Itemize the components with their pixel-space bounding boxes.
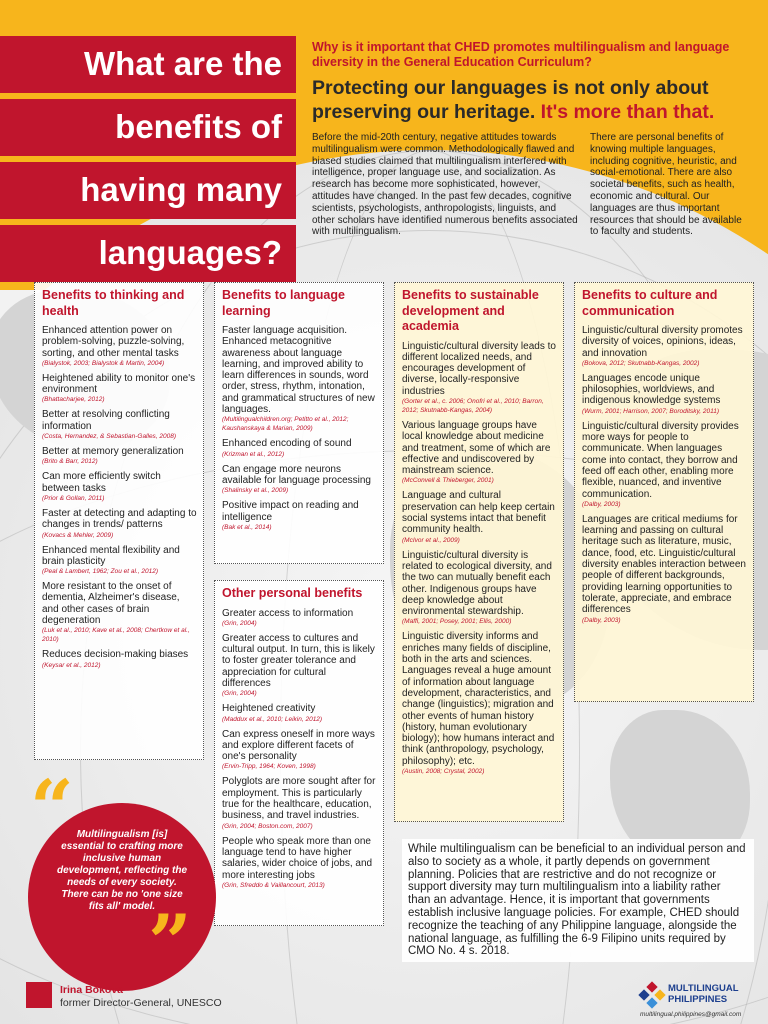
author-marker xyxy=(26,982,52,1008)
item-text: Languages are critical mediums for learning and passing on cultural heritage such as literature, music, dance, food, etc. Linguistic/cultural diversity enables interaction between people of different backgrounds, providing learning opportunities to tolerate, appreciate, and embrace differences xyxy=(582,513,746,616)
multilingual-philippines-logo xyxy=(640,980,764,1020)
item-citation: (Costa, Hernandez, & Sebastian-Galles, 2008) xyxy=(42,433,177,441)
item-text: Heightened creativity xyxy=(222,703,316,715)
headline-accent: It's more than that. xyxy=(540,101,715,123)
item-text: Enhanced mental flexibility and brain plasticity xyxy=(42,544,180,567)
item-citation: (Peal & Lambert, 1962; Zou et al., 2012) xyxy=(42,568,158,576)
item-text: Greater access to information xyxy=(222,607,354,619)
item-citation: (Gorter et al., c. 2006; Onofri et al., 2010; Barron, 2012; Skutnabb-Kangas, 2004) xyxy=(402,397,544,414)
item-citation: (Luk et al., 2010; Kave et al., 2008; Chertkow et al., 2010) xyxy=(42,627,190,644)
box-culture-communication xyxy=(574,282,754,702)
list-item xyxy=(402,341,557,415)
diamond-cluster-icon xyxy=(640,983,664,1007)
list-item xyxy=(42,446,197,466)
item-citation: (Brito & Barr, 2012) xyxy=(42,458,98,466)
item-citation: (Bialystok, 2003; Bialystok & Martin, 2004) xyxy=(42,359,165,367)
item-citation: (Keysar et al., 2012) xyxy=(42,661,101,669)
title-line: having many xyxy=(0,162,296,219)
quote-author-title: former Director-General, UNESCO xyxy=(60,997,222,1009)
item-text: Can express oneself in more ways and explore different facets of one's personality xyxy=(222,728,375,763)
contact-email: multilingual.philippines@gmail.com xyxy=(640,1011,742,1018)
item-text: Enhanced encoding of sound xyxy=(222,438,352,450)
list-item xyxy=(222,325,377,433)
box-other-personal xyxy=(214,580,384,926)
list-item xyxy=(42,471,197,503)
intro-paragraph-right: There are personal benefits of knowing multiple languages, including cognitive, heuristic, and social-emotional. There are also societal benefits, such as health, economic and cultural. Our languages are thus important resources that should be available to faculty and students. xyxy=(590,132,742,238)
item-text: Faster language acquisition. Enhanced metacognitive awareness about language learning, and improved ability to learn differences in sounds, word order, stress, rhythm, intonation, and grammatical structures of new languages. xyxy=(222,325,375,416)
title-line: languages? xyxy=(0,225,296,282)
box-title: Benefits to language learning xyxy=(222,288,345,318)
item-text: Linguistic/cultural diversity leads to different localized needs, and encourages development of diverse, locally-responsive industries xyxy=(402,340,556,397)
list-item xyxy=(42,581,197,644)
item-citation: (Grin, 2004) xyxy=(222,690,257,698)
item-text: Linguistic diversity informs and enriches many fields of discipline, both in the arts and sciences. Languages reveal a huge amount of information about language development, characteristics, and change (linguistics); migration and other events of human history (history, human evolutionary biology); how humans interact and think (anthropology, psychology, philosophy); etc. xyxy=(402,631,555,767)
item-citation: (Maddux et al., 2010; Leikin, 2012) xyxy=(222,715,323,723)
box-thinking-health xyxy=(34,282,204,760)
item-text: Polyglots are more sought after for employment. This is particularly true for the healthcare, education, business, and travel industries. xyxy=(222,776,376,822)
logo-line: PHILIPPINES xyxy=(668,994,728,1005)
item-citation: (Krizman et al., 2012) xyxy=(222,450,285,458)
quote-text: Multilingualism [is] essential to crafting more inclusive human development, reflecting the needs of every society. There can be no 'one size fits all' model. xyxy=(56,829,188,912)
logo-line: MULTILINGUAL xyxy=(668,983,739,994)
item-citation: (Austin, 2008; Crystal, 2002) xyxy=(402,768,485,775)
list-item xyxy=(42,649,197,669)
list-item xyxy=(582,514,747,625)
list-item xyxy=(222,438,377,458)
item-text: Better at resolving conflicting information xyxy=(42,409,170,432)
list-item xyxy=(42,508,197,540)
list-item xyxy=(222,608,377,628)
item-citation: (McConvell & Thieberger, 2001) xyxy=(402,477,494,485)
item-citation: (Bhattacharjee, 2012) xyxy=(42,396,105,404)
list-item xyxy=(222,633,377,698)
list-item xyxy=(42,373,197,405)
item-text: Can more efficiently switch between tasks xyxy=(42,471,161,494)
list-item xyxy=(582,373,747,416)
guiding-question: Why is it important that CHED promotes multilingualism and language diversity in the General Education Curriculum? xyxy=(312,40,730,69)
title-line: What are the xyxy=(0,36,296,93)
list-item xyxy=(582,325,747,368)
item-text: Positive impact on reading and intelligence xyxy=(222,500,359,523)
main-title xyxy=(0,36,296,288)
item-text: Linguistic/cultural diversity is related to ecological diversity, and the two can mutually benefit each other. Indigenous groups have deep knowledge about environmental stewardship. xyxy=(402,549,552,618)
list-item xyxy=(402,550,557,627)
item-citation: (Bak et al., 2014) xyxy=(222,523,272,531)
item-text: Enhanced attention power on problem-solving, puzzle-solving, sorting, and other mental tasks xyxy=(42,325,185,359)
item-citation: (Maffi, 2001; Posey, 2001; Ellis, 2000) xyxy=(402,618,512,626)
item-text: Heightened ability to monitor one's environment xyxy=(42,372,196,396)
list-item xyxy=(222,464,377,496)
item-text: Faster at detecting and adapting to changes in trends/ patterns xyxy=(42,507,197,531)
item-text: Language and cultural preservation can help keep certain social systems intact that benefit community health. xyxy=(402,490,555,536)
item-text: Linguistic/cultural diversity promotes diversity of voices, opinions, ideas, and innovation xyxy=(582,325,743,359)
headline xyxy=(312,76,762,124)
list-item xyxy=(402,420,557,485)
headline-main: Protecting our languages is not only about preserving our heritage. xyxy=(312,77,709,123)
list-item xyxy=(222,729,377,772)
item-citation: (McIvor et al., 2009) xyxy=(402,536,460,544)
list-item xyxy=(222,776,377,830)
list-item xyxy=(402,631,557,776)
list-item xyxy=(222,703,377,723)
box-sustainable-development xyxy=(394,282,564,822)
logo-wordmark xyxy=(668,983,739,1005)
item-citation: (Grin, 2004; Boston.com, 2007) xyxy=(222,822,313,830)
item-citation: (Bokova, 2012; Skutnabb-Kangas, 2002) xyxy=(582,359,700,367)
item-citation: (Ervin-Tripp, 1964; Koven, 1998) xyxy=(222,763,316,771)
item-citation: (Multilingualchildren.org; Petitto et al., 2012; Kaushanskaya & Marian, 2009) xyxy=(222,416,349,433)
box-title: Benefits to sustainable development and academia xyxy=(402,288,539,333)
box-title: Benefits to culture and communication xyxy=(582,288,718,318)
box-language-learning xyxy=(214,282,384,564)
item-text: Various language groups have local knowledge about medicine and treatment, some of which are effective and undiscovered by mainstream science. xyxy=(402,419,551,477)
closing-paragraph: While multilingualism can be beneficial to an individual person and also to society as a whole, it partly depends on government planning. Policies that are restrictive and do not recognize or support diversity may turn multilingualism into a liability rather than an advantage. Hence, it is important that governments establish inclusive language policies. For example, CHED should recognize the teaching of any Philippine language, alongside the national language, as fulfilling the 6-9 Filipino units required by CMO No. 4 s. 2018. xyxy=(402,839,754,962)
list-item xyxy=(42,325,197,368)
item-text: Better at memory generalization xyxy=(42,446,184,458)
item-text: People who speak more than one language tend to have higher salaries, wider choice of jobs, and more interesting jobs xyxy=(222,835,373,881)
list-item xyxy=(42,409,197,441)
item-text: Linguistic/cultural diversity provides more ways for people to communicate. When languages come into contact, they borrow and feed off each other, enabling more flexible, nuanced, and inventive communication. xyxy=(582,420,739,500)
open-quote-icon: “ xyxy=(30,763,74,852)
item-citation: (Kovacs & Mehler, 2009) xyxy=(42,531,114,539)
list-item xyxy=(402,490,557,544)
item-citation: (Dalby, 2003) xyxy=(582,616,621,624)
box-title: Other personal benefits xyxy=(222,586,363,600)
item-text: More resistant to the onset of dementia, Alzheimer's disease, and other cases of brain degeneration xyxy=(42,581,180,627)
list-item xyxy=(222,500,377,532)
item-citation: (Wurm, 2001; Harrison, 2007; Boroditsky, 2011) xyxy=(582,407,720,415)
box-title: Benefits to thinking and health xyxy=(42,288,185,318)
item-citation: (Dalby, 2003) xyxy=(582,500,621,508)
list-item xyxy=(582,421,747,509)
item-citation: (Shalinsky et al., 2009) xyxy=(222,487,289,495)
item-text: Reduces decision-making biases xyxy=(42,649,189,661)
item-text: Can engage more neurons available for language processing xyxy=(222,463,371,486)
item-text: Languages encode unique philosophies, worldviews, and indigenous knowledge systems xyxy=(582,372,721,407)
title-line: benefits of xyxy=(0,99,296,156)
close-quote-icon: ” xyxy=(148,898,192,987)
item-citation: (Prior & Gollan, 2011) xyxy=(42,494,105,502)
item-text: Greater access to cultures and cultural output. In turn, this is likely to foster greater tolerance and appreciation for cultural differences xyxy=(222,632,375,689)
list-item xyxy=(222,836,377,890)
item-citation: (Grin, Sfreddo & Vaillancourt, 2013) xyxy=(222,881,325,889)
intro-paragraph-left: Before the mid-20th century, negative attitudes towards multilingualism were common. Methodologically flawed and biased studies claimed that multilingualism interfered with intelligence, proper language use, and socialization. As research has become more sophisticated, however, attitudes have changed. In the past few decades, cognitive scientists, psychologists, anthropologists, linguists, and other scholars have identified numerous benefits associated with multilingualism. xyxy=(312,132,578,238)
list-item xyxy=(42,545,197,577)
quote-author: Irina Bokova xyxy=(60,984,124,996)
item-citation: (Grin, 2004) xyxy=(222,619,257,627)
